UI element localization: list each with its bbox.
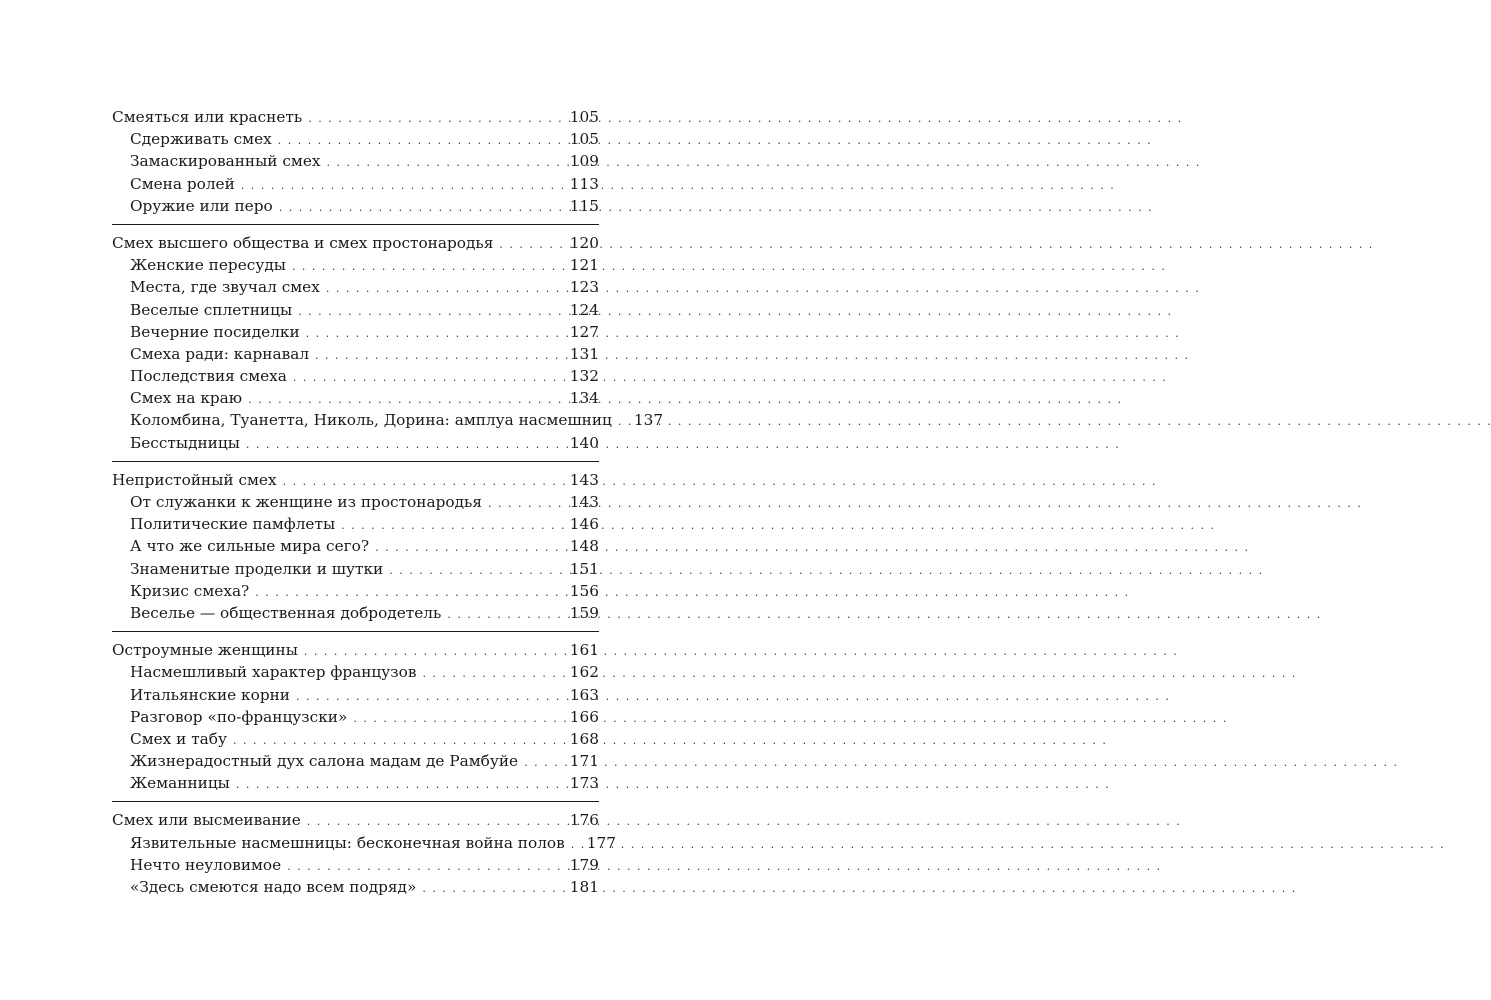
subsection-entry[interactable] — [112, 728, 599, 750]
page-number: 166 — [569, 707, 599, 726]
dot-leader — [422, 663, 563, 685]
page-number: 173 — [569, 774, 599, 793]
page-number: 159 — [569, 603, 599, 622]
subsection-entry[interactable] — [112, 854, 599, 876]
subsection-title: Оружие или перо — [130, 196, 273, 215]
subsection-entry[interactable] — [112, 173, 599, 195]
dot-leader — [255, 582, 564, 604]
subsection-entry[interactable] — [112, 254, 599, 276]
dot-leader — [248, 389, 564, 411]
chapter-title: Смех высшего общества и смех простонародья — [112, 233, 494, 252]
subsection-entry[interactable] — [112, 365, 599, 387]
subsection-title: Веселье — общественная добродетель — [130, 603, 442, 622]
page-number: 181 — [569, 878, 599, 896]
dot-leader — [422, 878, 563, 900]
page-number: 179 — [569, 855, 599, 874]
subsection-title: Веселые сплетницы — [130, 300, 293, 319]
page-number: 176 — [569, 811, 599, 830]
subsection-entry[interactable] — [112, 321, 599, 343]
page-number: 177 — [586, 833, 616, 852]
chapter-entry[interactable] — [112, 469, 599, 491]
subsection-entry[interactable] — [112, 706, 599, 728]
dot-leader — [298, 301, 564, 323]
subsection-entry[interactable] — [112, 684, 599, 706]
page-number: 137 — [633, 411, 664, 430]
subsection-title: Бесстыдницы — [130, 433, 240, 452]
subsection-title: Политические памфлеты — [130, 515, 336, 534]
subsection-title: Вечерние посиделки — [130, 322, 300, 341]
subsection-entry[interactable] — [112, 276, 599, 298]
dot-leader — [246, 434, 564, 456]
subsection-title: Разговор «по-французски» — [130, 707, 348, 726]
subsection-title: Смеха ради: карнавал — [130, 344, 310, 363]
dot-leader — [618, 411, 628, 433]
subsection-entry[interactable] — [112, 558, 599, 580]
dot-leader — [304, 641, 564, 663]
subsection-title: Жеманницы — [130, 774, 230, 793]
page-number: 115 — [569, 196, 599, 215]
toc-section — [112, 801, 616, 898]
page-number: 120 — [569, 233, 599, 252]
dot-leader — [326, 278, 564, 300]
subsection-entry[interactable] — [112, 832, 616, 854]
toc-section — [112, 224, 664, 454]
dot-leader — [571, 834, 581, 856]
dot-leader — [488, 493, 564, 515]
subsection-title: Последствия смеха — [130, 367, 287, 386]
page-number: 143 — [569, 493, 599, 511]
subsection-title: Знаменитые проделки и шутки — [130, 559, 384, 578]
page-number: 171 — [569, 752, 599, 771]
chapter-title: Смеяться или краснеть — [112, 108, 303, 126]
page-number: 162 — [569, 663, 599, 682]
subsection-entry[interactable] — [112, 535, 599, 557]
dot-leader — [296, 686, 564, 708]
dot-leader — [353, 708, 563, 730]
dot-leader — [293, 367, 564, 389]
chapter-entry[interactable] — [112, 106, 599, 128]
dot-leader — [283, 471, 564, 493]
subsection-entry[interactable] — [112, 343, 599, 365]
page-number: 163 — [569, 685, 599, 704]
dot-leader — [278, 130, 564, 152]
subsection-entry[interactable] — [112, 772, 599, 794]
dot-leader — [307, 811, 564, 833]
dot-leader — [233, 730, 564, 752]
subsection-title: Места, где звучал смех — [130, 278, 320, 297]
dot-leader — [341, 515, 564, 537]
subsection-title: Язвительные насмешницы: бесконечная война полов — [130, 833, 565, 852]
subsection-entry[interactable] — [112, 128, 599, 150]
dot-leader — [236, 774, 564, 796]
dot-leader — [389, 560, 564, 582]
subsection-entry[interactable] — [112, 580, 599, 602]
subsection-entry[interactable] — [112, 491, 599, 513]
dot-leader — [306, 323, 564, 345]
chapter-entry[interactable] — [112, 232, 599, 254]
page-number: 151 — [569, 559, 599, 578]
subsection-title: Смена ролей — [130, 174, 235, 193]
subsection-entry[interactable] — [112, 409, 664, 431]
page-number: 113 — [569, 174, 599, 193]
subsection-title: Смех и табу — [130, 729, 227, 748]
toc-section — [112, 106, 599, 217]
dot-leader — [315, 345, 564, 367]
subsection-entry[interactable] — [112, 432, 599, 454]
page-number: 105 — [569, 108, 599, 126]
subsection-title: Жизнерадостный дух салона мадам де Рамбуйе — [130, 752, 519, 771]
subsection-entry[interactable] — [112, 602, 599, 624]
subsection-entry[interactable] — [112, 150, 599, 172]
dot-leader — [279, 197, 564, 219]
subsection-title: Насмешливый характер французов — [130, 663, 417, 682]
subsection-title: Смех на краю — [130, 389, 243, 408]
subsection-entry[interactable] — [112, 661, 599, 683]
subsection-title: Кризис смеха? — [130, 581, 250, 600]
subsection-title: Итальянские корни — [130, 685, 291, 704]
page-number: 123 — [569, 278, 599, 297]
page-number: 143 — [569, 470, 599, 489]
page-number: 127 — [569, 322, 599, 341]
subsection-entry[interactable] — [112, 876, 599, 898]
dot-leader — [308, 108, 564, 130]
page-number: 148 — [569, 537, 599, 556]
chapter-title: Смех или высмеивание — [112, 811, 301, 830]
subsection-title: Замаскированный смех — [130, 152, 321, 171]
subsection-title: От служанки к женщине из простонародья — [130, 493, 482, 511]
subsection-entry[interactable] — [112, 750, 599, 772]
dot-leader — [327, 152, 564, 174]
subsection-title: Сдерживать смех — [130, 130, 272, 149]
page-number: 168 — [569, 729, 599, 748]
dot-leader — [524, 752, 564, 774]
table-of-contents — [112, 106, 664, 898]
page-number: 121 — [569, 256, 599, 275]
chapter-entry[interactable] — [112, 639, 599, 661]
dot-leader — [447, 604, 563, 626]
chapter-title: Остроумные женщины — [112, 641, 298, 660]
page-number: 124 — [569, 300, 599, 319]
subsection-title: А что же сильные мира сего? — [130, 537, 370, 556]
page-number: 132 — [569, 367, 599, 386]
subsection-title: Нечто неуловимое — [130, 855, 282, 874]
page-number: 134 — [569, 389, 599, 408]
page-number: 146 — [569, 515, 599, 534]
page-number: 156 — [569, 581, 599, 600]
toc-section — [112, 631, 599, 794]
dot-leader — [287, 856, 564, 878]
dot-leader — [292, 256, 564, 278]
subsection-entry[interactable] — [112, 299, 599, 321]
subsection-title: Женские пересуды — [130, 256, 286, 275]
subsection-title: «Здесь смеются надо всем подряд» — [130, 878, 417, 896]
page-number: 105 — [569, 130, 599, 149]
chapter-entry[interactable] — [112, 809, 599, 831]
subsection-entry[interactable] — [112, 387, 599, 409]
dot-leader — [499, 234, 563, 256]
page-number: 161 — [569, 641, 599, 660]
dot-leader — [375, 537, 564, 559]
dot-leader — [241, 175, 564, 197]
page-number: 109 — [569, 152, 599, 171]
page-number: 140 — [569, 433, 599, 452]
subsection-entry[interactable] — [112, 513, 599, 535]
page-number: 131 — [569, 344, 599, 363]
subsection-title: Коломбина, Туанетта, Николь, Дорина: амплуа насмешниц — [130, 411, 612, 430]
toc-section — [112, 461, 599, 624]
subsection-entry[interactable] — [112, 195, 599, 217]
chapter-title: Непристойный смех — [112, 470, 277, 489]
